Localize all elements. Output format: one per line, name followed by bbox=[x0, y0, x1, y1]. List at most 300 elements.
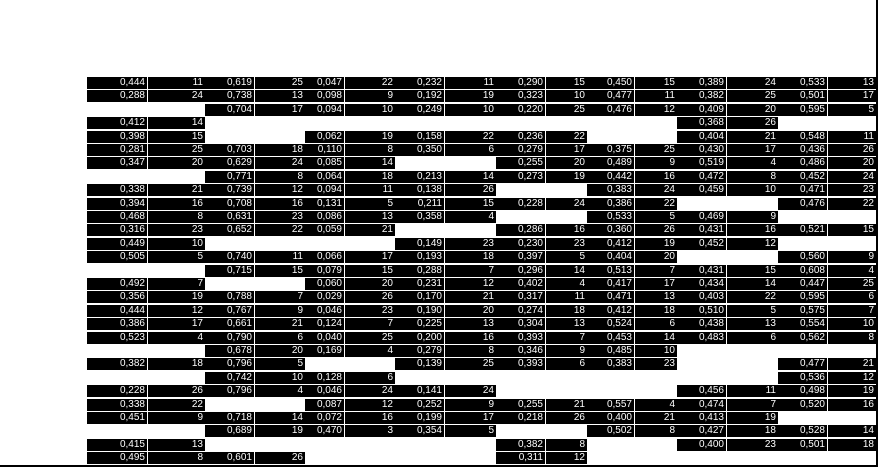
value-cell: 0,444 bbox=[87, 77, 148, 89]
value-cell: 0,317 bbox=[496, 291, 546, 303]
count-cell: 20 bbox=[546, 157, 587, 169]
count-cell: 17 bbox=[148, 318, 205, 330]
value-cell bbox=[87, 171, 148, 183]
value-cell: 0,232 bbox=[395, 77, 445, 89]
count-cell: 9 bbox=[255, 305, 305, 317]
value-cell: 0,608 bbox=[778, 265, 828, 277]
count-cell: 9 bbox=[148, 412, 205, 424]
count-cell: 14 bbox=[828, 425, 876, 437]
count-cell: 14 bbox=[345, 157, 395, 169]
value-cell: 0,629 bbox=[205, 157, 255, 169]
value-cell: 0,169 bbox=[305, 345, 345, 357]
count-cell: 13 bbox=[546, 318, 587, 330]
value-cell: 0,046 bbox=[305, 305, 345, 317]
value-cell: 0,452 bbox=[778, 171, 828, 183]
count-cell bbox=[727, 452, 778, 464]
count-cell: 25 bbox=[727, 90, 778, 102]
value-cell: 0,485 bbox=[587, 345, 635, 357]
count-cell: 10 bbox=[445, 104, 496, 116]
value-cell bbox=[395, 117, 445, 129]
value-cell: 0,225 bbox=[395, 318, 445, 330]
value-cell: 0,382 bbox=[496, 439, 546, 451]
value-cell: 0,661 bbox=[205, 318, 255, 330]
count-cell: 16 bbox=[148, 198, 205, 210]
count-cell: 16 bbox=[345, 412, 395, 424]
count-cell bbox=[345, 439, 395, 451]
value-cell: 0,469 bbox=[677, 211, 727, 223]
count-cell bbox=[546, 117, 587, 129]
value-cell bbox=[778, 117, 828, 129]
count-cell bbox=[148, 104, 205, 116]
count-cell: 7 bbox=[445, 265, 496, 277]
count-cell bbox=[445, 157, 496, 169]
count-cell: 12 bbox=[445, 278, 496, 290]
value-cell bbox=[778, 452, 828, 464]
count-cell: 12 bbox=[727, 238, 778, 250]
count-cell: 23 bbox=[148, 224, 205, 236]
value-cell: 0,450 bbox=[587, 77, 635, 89]
value-cell: 0,631 bbox=[205, 211, 255, 223]
count-cell: 22 bbox=[345, 77, 395, 89]
count-cell: 15 bbox=[546, 77, 587, 89]
count-cell bbox=[255, 238, 305, 250]
value-cell: 0,304 bbox=[496, 318, 546, 330]
count-cell: 20 bbox=[445, 305, 496, 317]
count-cell bbox=[546, 211, 587, 223]
value-cell: 0,412 bbox=[587, 305, 635, 317]
value-cell: 0,495 bbox=[87, 452, 148, 464]
value-cell: 0,060 bbox=[305, 278, 345, 290]
count-cell: 7 bbox=[727, 399, 778, 411]
value-cell: 0,498 bbox=[778, 385, 828, 397]
value-cell: 0,601 bbox=[205, 452, 255, 464]
value-cell: 0,652 bbox=[205, 224, 255, 236]
count-cell bbox=[828, 117, 876, 129]
value-cell bbox=[587, 117, 635, 129]
value-cell bbox=[587, 452, 635, 464]
value-cell: 0,199 bbox=[395, 412, 445, 424]
value-cell: 0,533 bbox=[778, 77, 828, 89]
count-cell: 20 bbox=[255, 345, 305, 357]
count-cell bbox=[828, 412, 876, 424]
count-cell: 9 bbox=[727, 211, 778, 223]
value-cell bbox=[778, 345, 828, 357]
count-cell: 13 bbox=[345, 211, 395, 223]
count-cell: 14 bbox=[445, 171, 496, 183]
count-cell bbox=[828, 345, 876, 357]
count-cell: 10 bbox=[828, 318, 876, 330]
value-cell bbox=[395, 372, 445, 384]
value-cell bbox=[587, 131, 635, 143]
count-cell: 11 bbox=[148, 77, 205, 89]
count-cell: 22 bbox=[445, 131, 496, 143]
count-cell: 15 bbox=[828, 224, 876, 236]
value-cell: 0,079 bbox=[305, 265, 345, 277]
count-cell: 20 bbox=[345, 278, 395, 290]
count-cell bbox=[345, 452, 395, 464]
count-cell: 21 bbox=[546, 399, 587, 411]
count-cell bbox=[148, 345, 205, 357]
value-cell: 0,386 bbox=[87, 318, 148, 330]
count-cell bbox=[445, 224, 496, 236]
value-cell: 0,358 bbox=[395, 211, 445, 223]
count-cell: 25 bbox=[828, 278, 876, 290]
count-cell: 14 bbox=[727, 278, 778, 290]
count-cell: 12 bbox=[255, 184, 305, 196]
count-cell: 10 bbox=[345, 104, 395, 116]
count-cell: 25 bbox=[546, 104, 587, 116]
count-cell: 22 bbox=[148, 399, 205, 411]
value-cell: 0,094 bbox=[305, 104, 345, 116]
value-cell bbox=[496, 117, 546, 129]
count-cell: 12 bbox=[148, 305, 205, 317]
value-cell: 0,415 bbox=[87, 439, 148, 451]
value-cell: 0,704 bbox=[205, 104, 255, 116]
count-cell: 19 bbox=[727, 412, 778, 424]
value-cell: 0,040 bbox=[305, 332, 345, 344]
value-cell bbox=[305, 238, 345, 250]
value-cell: 0,444 bbox=[87, 305, 148, 317]
count-cell: 9 bbox=[345, 90, 395, 102]
count-cell: 11 bbox=[546, 291, 587, 303]
count-cell bbox=[345, 238, 395, 250]
value-cell: 0,452 bbox=[677, 238, 727, 250]
value-cell: 0,513 bbox=[587, 265, 635, 277]
value-cell: 0,536 bbox=[778, 372, 828, 384]
count-cell: 17 bbox=[345, 251, 395, 263]
count-cell: 8 bbox=[445, 345, 496, 357]
count-cell: 24 bbox=[828, 171, 876, 183]
value-cell: 0,288 bbox=[395, 265, 445, 277]
value-cell: 0,338 bbox=[87, 399, 148, 411]
count-cell: 7 bbox=[255, 291, 305, 303]
value-cell: 0,400 bbox=[587, 412, 635, 424]
count-cell: 11 bbox=[635, 90, 677, 102]
value-cell bbox=[778, 412, 828, 424]
count-cell: 22 bbox=[546, 131, 587, 143]
value-cell: 0,066 bbox=[305, 251, 345, 263]
count-cell: 16 bbox=[635, 171, 677, 183]
count-cell: 6 bbox=[546, 358, 587, 370]
count-cell bbox=[255, 117, 305, 129]
value-cell: 0,520 bbox=[778, 399, 828, 411]
value-cell: 0,190 bbox=[395, 305, 445, 317]
value-cell: 0,767 bbox=[205, 305, 255, 317]
value-cell: 0,474 bbox=[677, 399, 727, 411]
count-cell: 24 bbox=[148, 90, 205, 102]
count-cell: 12 bbox=[828, 372, 876, 384]
value-cell: 0,678 bbox=[205, 345, 255, 357]
value-cell: 0,393 bbox=[496, 332, 546, 344]
count-cell: 24 bbox=[445, 385, 496, 397]
count-cell: 15 bbox=[148, 131, 205, 143]
count-cell: 23 bbox=[828, 184, 876, 196]
value-cell bbox=[205, 117, 255, 129]
count-cell: 13 bbox=[255, 90, 305, 102]
count-cell: 22 bbox=[635, 198, 677, 210]
count-cell: 6 bbox=[255, 332, 305, 344]
count-cell: 10 bbox=[635, 345, 677, 357]
value-cell: 0,230 bbox=[496, 238, 546, 250]
count-cell: 17 bbox=[445, 412, 496, 424]
value-cell: 0,139 bbox=[395, 358, 445, 370]
value-cell: 0,141 bbox=[395, 385, 445, 397]
value-cell: 0,430 bbox=[677, 144, 727, 156]
value-cell: 0,383 bbox=[587, 184, 635, 196]
value-cell: 0,523 bbox=[87, 332, 148, 344]
value-cell: 0,200 bbox=[395, 332, 445, 344]
count-cell bbox=[546, 372, 587, 384]
count-cell: 24 bbox=[546, 198, 587, 210]
count-cell: 16 bbox=[727, 224, 778, 236]
count-cell: 14 bbox=[148, 117, 205, 129]
value-cell: 0,158 bbox=[395, 131, 445, 143]
count-cell bbox=[345, 358, 395, 370]
count-cell bbox=[148, 372, 205, 384]
value-cell: 0,064 bbox=[305, 171, 345, 183]
count-cell: 18 bbox=[727, 425, 778, 437]
value-cell: 0,451 bbox=[87, 412, 148, 424]
count-cell: 25 bbox=[148, 144, 205, 156]
value-cell bbox=[677, 452, 727, 464]
value-cell: 0,708 bbox=[205, 198, 255, 210]
value-cell bbox=[87, 372, 148, 384]
count-cell: 4 bbox=[255, 385, 305, 397]
count-cell: 5 bbox=[546, 251, 587, 263]
value-cell bbox=[87, 104, 148, 116]
value-cell: 0,459 bbox=[677, 184, 727, 196]
value-cell: 0,029 bbox=[305, 291, 345, 303]
value-cell: 0,788 bbox=[205, 291, 255, 303]
count-cell: 26 bbox=[445, 184, 496, 196]
count-cell: 26 bbox=[345, 291, 395, 303]
count-cell: 5 bbox=[635, 211, 677, 223]
value-cell: 0,548 bbox=[778, 131, 828, 143]
count-cell bbox=[828, 211, 876, 223]
count-cell: 16 bbox=[546, 224, 587, 236]
value-cell: 0,453 bbox=[587, 332, 635, 344]
value-cell: 0,477 bbox=[587, 90, 635, 102]
count-cell: 11 bbox=[345, 184, 395, 196]
count-cell: 17 bbox=[546, 144, 587, 156]
count-cell bbox=[546, 425, 587, 437]
value-cell: 0,236 bbox=[496, 131, 546, 143]
count-cell: 6 bbox=[445, 144, 496, 156]
value-cell: 0,389 bbox=[677, 77, 727, 89]
count-cell: 15 bbox=[445, 198, 496, 210]
value-cell: 0,476 bbox=[778, 198, 828, 210]
count-cell: 18 bbox=[345, 171, 395, 183]
count-cell: 21 bbox=[345, 224, 395, 236]
value-cell bbox=[305, 117, 345, 129]
count-cell: 19 bbox=[345, 131, 395, 143]
count-cell: 20 bbox=[635, 251, 677, 263]
count-cell: 16 bbox=[828, 399, 876, 411]
count-cell: 22 bbox=[828, 198, 876, 210]
count-cell: 21 bbox=[727, 131, 778, 143]
value-cell: 0,218 bbox=[496, 412, 546, 424]
value-cell bbox=[587, 439, 635, 451]
count-cell: 16 bbox=[445, 332, 496, 344]
count-cell: 10 bbox=[546, 90, 587, 102]
count-cell: 15 bbox=[345, 265, 395, 277]
value-cell: 0,501 bbox=[778, 90, 828, 102]
value-cell bbox=[496, 385, 546, 397]
count-cell: 13 bbox=[828, 77, 876, 89]
value-cell: 0,492 bbox=[87, 278, 148, 290]
count-cell: 9 bbox=[445, 399, 496, 411]
value-cell: 0,281 bbox=[87, 144, 148, 156]
value-cell: 0,138 bbox=[395, 184, 445, 196]
count-cell bbox=[148, 265, 205, 277]
value-cell bbox=[87, 345, 148, 357]
value-cell bbox=[305, 439, 345, 451]
count-cell: 5 bbox=[828, 104, 876, 116]
value-cell bbox=[395, 224, 445, 236]
value-cell: 0,228 bbox=[87, 385, 148, 397]
count-cell: 7 bbox=[148, 278, 205, 290]
value-cell: 0,346 bbox=[496, 345, 546, 357]
count-cell: 6 bbox=[345, 372, 395, 384]
value-cell: 0,486 bbox=[778, 157, 828, 169]
count-cell bbox=[727, 345, 778, 357]
value-cell: 0,524 bbox=[587, 318, 635, 330]
count-cell: 7 bbox=[635, 265, 677, 277]
count-cell: 12 bbox=[635, 104, 677, 116]
count-cell bbox=[727, 251, 778, 263]
count-cell bbox=[445, 117, 496, 129]
value-cell: 0,382 bbox=[677, 90, 727, 102]
value-cell: 0,110 bbox=[305, 144, 345, 156]
count-cell: 15 bbox=[255, 265, 305, 277]
count-cell: 8 bbox=[828, 332, 876, 344]
count-cell bbox=[546, 184, 587, 196]
count-cell: 5 bbox=[255, 358, 305, 370]
value-cell: 0,211 bbox=[395, 198, 445, 210]
count-cell: 24 bbox=[727, 77, 778, 89]
count-cell: 11 bbox=[445, 77, 496, 89]
value-cell: 0,249 bbox=[395, 104, 445, 116]
count-cell: 19 bbox=[828, 385, 876, 397]
count-cell: 20 bbox=[148, 157, 205, 169]
value-cell: 0,255 bbox=[496, 157, 546, 169]
value-cell: 0,252 bbox=[395, 399, 445, 411]
value-cell bbox=[395, 157, 445, 169]
value-cell: 0,350 bbox=[395, 144, 445, 156]
count-cell bbox=[255, 399, 305, 411]
value-cell: 0,354 bbox=[395, 425, 445, 437]
count-cell: 16 bbox=[255, 198, 305, 210]
value-cell: 0,085 bbox=[305, 157, 345, 169]
value-cell: 0,771 bbox=[205, 171, 255, 183]
value-cell: 0,213 bbox=[395, 171, 445, 183]
value-cell bbox=[205, 439, 255, 451]
count-cell: 10 bbox=[255, 372, 305, 384]
value-cell: 0,170 bbox=[395, 291, 445, 303]
value-cell bbox=[395, 439, 445, 451]
count-cell: 5 bbox=[148, 251, 205, 263]
count-cell: 10 bbox=[148, 238, 205, 250]
value-cell: 0,409 bbox=[677, 104, 727, 116]
count-cell: 8 bbox=[635, 425, 677, 437]
value-cell bbox=[305, 452, 345, 464]
count-cell: 23 bbox=[727, 439, 778, 451]
count-cell: 6 bbox=[727, 332, 778, 344]
count-cell: 4 bbox=[635, 399, 677, 411]
count-cell: 23 bbox=[445, 238, 496, 250]
value-cell bbox=[205, 399, 255, 411]
count-cell: 26 bbox=[255, 452, 305, 464]
value-cell: 0,417 bbox=[587, 278, 635, 290]
count-cell: 7 bbox=[345, 318, 395, 330]
value-cell: 0,124 bbox=[305, 318, 345, 330]
count-cell: 25 bbox=[255, 77, 305, 89]
count-cell: 26 bbox=[727, 117, 778, 129]
value-cell: 0,290 bbox=[496, 77, 546, 89]
value-cell: 0,412 bbox=[87, 117, 148, 129]
value-cell: 0,449 bbox=[87, 238, 148, 250]
count-cell: 10 bbox=[727, 184, 778, 196]
value-cell: 0,477 bbox=[778, 358, 828, 370]
value-cell: 0,489 bbox=[587, 157, 635, 169]
count-cell: 4 bbox=[828, 265, 876, 277]
count-cell: 25 bbox=[635, 144, 677, 156]
count-cell: 24 bbox=[635, 184, 677, 196]
count-cell: 6 bbox=[828, 291, 876, 303]
count-cell: 5 bbox=[727, 305, 778, 317]
count-cell: 5 bbox=[445, 425, 496, 437]
count-cell: 24 bbox=[255, 157, 305, 169]
count-cell: 4 bbox=[148, 332, 205, 344]
value-cell: 0,398 bbox=[87, 131, 148, 143]
count-cell: 9 bbox=[828, 251, 876, 263]
value-cell: 0,738 bbox=[205, 90, 255, 102]
value-cell: 0,347 bbox=[87, 157, 148, 169]
count-cell: 13 bbox=[635, 291, 677, 303]
count-cell: 11 bbox=[828, 131, 876, 143]
count-cell: 9 bbox=[635, 157, 677, 169]
value-cell: 0,483 bbox=[677, 332, 727, 344]
value-cell: 0,382 bbox=[87, 358, 148, 370]
value-cell: 0,436 bbox=[778, 144, 828, 156]
count-cell: 19 bbox=[546, 171, 587, 183]
count-cell: 12 bbox=[546, 452, 587, 464]
value-cell: 0,521 bbox=[778, 224, 828, 236]
count-cell: 13 bbox=[727, 318, 778, 330]
count-cell: 8 bbox=[546, 439, 587, 451]
count-cell: 18 bbox=[546, 305, 587, 317]
value-cell: 0,595 bbox=[778, 104, 828, 116]
count-cell bbox=[828, 238, 876, 250]
value-cell: 0,471 bbox=[778, 184, 828, 196]
value-cell: 0,274 bbox=[496, 305, 546, 317]
count-cell bbox=[635, 117, 677, 129]
value-cell: 0,510 bbox=[677, 305, 727, 317]
value-cell: 0,434 bbox=[677, 278, 727, 290]
value-cell: 0,286 bbox=[496, 224, 546, 236]
count-cell: 26 bbox=[635, 224, 677, 236]
count-cell bbox=[727, 372, 778, 384]
value-cell: 0,501 bbox=[778, 439, 828, 451]
count-cell: 5 bbox=[345, 198, 395, 210]
count-cell: 6 bbox=[635, 318, 677, 330]
value-cell bbox=[677, 251, 727, 263]
value-cell: 0,528 bbox=[778, 425, 828, 437]
value-cell bbox=[87, 265, 148, 277]
count-cell: 8 bbox=[148, 211, 205, 223]
count-cell: 15 bbox=[727, 265, 778, 277]
value-cell bbox=[205, 278, 255, 290]
